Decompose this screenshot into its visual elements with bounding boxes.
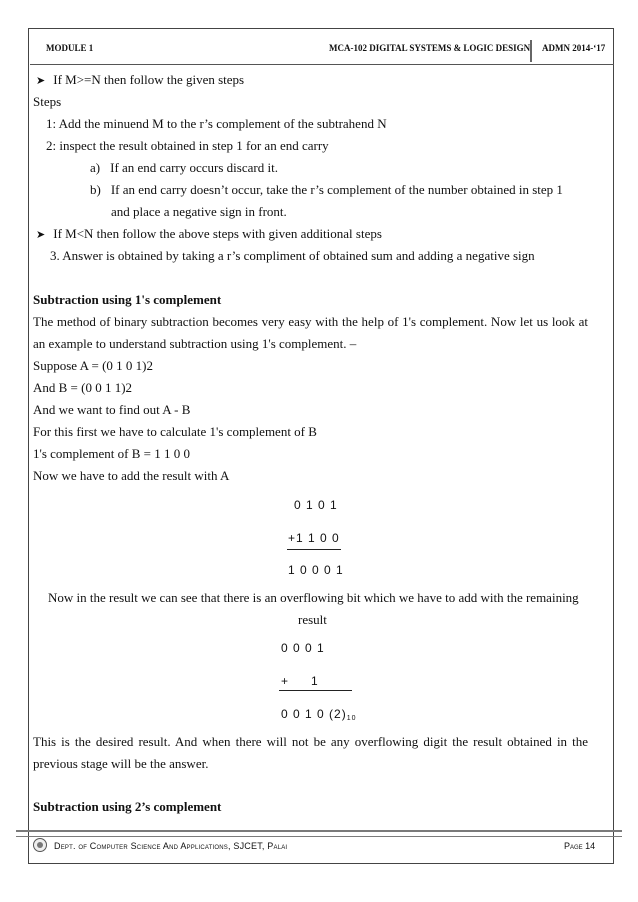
step-2a: a) If an end carry occurs discard it.	[90, 160, 278, 175]
desired-line-1: This is the desired result. And when there will not be any overflowing digit the result obtained in the	[33, 734, 588, 749]
calc1-top-operand: 0 1 0 1	[294, 498, 338, 512]
calculate-first: For this first we have to calculate 1's complement of B	[33, 424, 317, 439]
step-1: 1: Add the minuend M to the r’s complement of the subtrahend N	[46, 116, 387, 131]
header-admn: ADMN 2014-‘17	[530, 40, 612, 62]
footer-department: Dept. of Computer Science And Applications, SJCET, Palai	[54, 841, 288, 851]
page-header	[32, 34, 612, 64]
footer-divider-thick	[16, 830, 622, 832]
step-2b-continued: and place a negative sign in front.	[111, 204, 287, 219]
bullet-m-ge-n: ➤ If M>=N then follow the given steps	[36, 72, 245, 87]
arrow-bullet-icon: ➤	[36, 75, 46, 87]
footer-page-number: Page 14	[564, 841, 596, 851]
calc1-sum-line	[287, 549, 341, 550]
paragraph-1-line-1: The method of binary subtraction becomes very easy with the help of 1's complement. Now let us look at	[33, 314, 588, 329]
calc2-plus-sign: +	[281, 674, 290, 688]
calc1-add-operand: +1 1 0 0	[288, 531, 340, 545]
ones-complement-of-b: 1's complement of B = 1 1 0 0	[33, 446, 190, 461]
overflow-line-1: Now in the result we can see that there is an overflowing bit which we have to add with the remaining	[48, 590, 579, 605]
header-course: MCA-102 DIGITAL SYSTEMS & LOGIC DESIGN	[329, 43, 531, 53]
calc2-result: 0 0 1 0 $(2)_{10}$	[281, 707, 357, 722]
steps-label: Steps	[33, 94, 62, 109]
header-module: MODULE 1	[46, 43, 94, 53]
bullet-m-lt-n: ➤ If M<N then follow the above steps with given additional steps	[36, 226, 382, 241]
step-2: 2: inspect the result obtained in step 1 for an end carry	[46, 138, 329, 153]
heading-ones-complement: Subtraction using 1's complement	[33, 292, 222, 307]
calc2-top-operand: 0 0 0 1	[281, 641, 325, 655]
college-logo-icon	[33, 838, 47, 852]
and-b: And B = (0 0 1 1)2	[33, 380, 133, 395]
step-2b: b) If an end carry doesn’t occur, take the r’s complement of the number obtained in step 1	[90, 182, 563, 197]
heading-twos-complement: Subtraction using 2’s complement	[33, 799, 222, 814]
arrow-bullet-icon: ➤	[36, 229, 46, 241]
calc1-result: 1 0 0 0 1	[288, 563, 344, 577]
calc2-sum-line	[279, 690, 352, 691]
footer-divider-thin	[16, 836, 622, 837]
overflow-line-2: result	[298, 612, 327, 627]
add-with-a: Now we have to add the result with A	[33, 468, 230, 483]
desired-line-2: previous stage will be the answer.	[33, 756, 209, 771]
step-3: 3. Answer is obtained by taking a r’s compliment of obtained sum and adding a negative sign	[50, 248, 535, 263]
suppose-a: Suppose A = (0 1 0 1)2	[33, 358, 154, 373]
calc2-add-operand: 1	[311, 674, 319, 688]
paragraph-1-line-2: an example to understand subtraction using 1's complement. –	[33, 336, 357, 351]
header-divider	[30, 64, 614, 65]
find-a-minus-b: And we want to find out A - B	[33, 402, 191, 417]
